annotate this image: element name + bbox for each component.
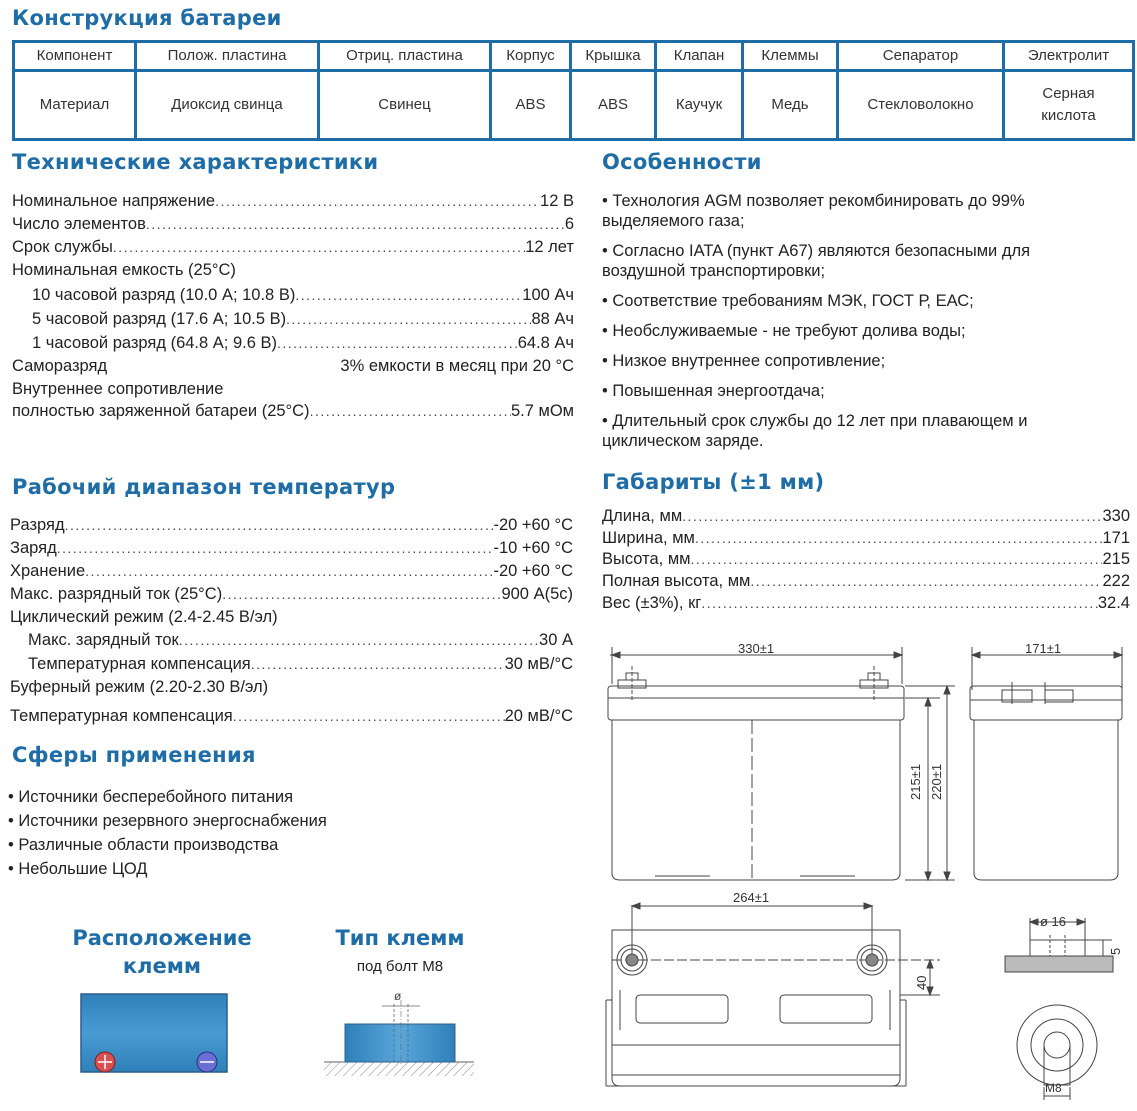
electrolyte-line-2: кислота [1041,107,1096,124]
height-dimension-label: 215±1 [908,763,923,800]
table-header: Сепаратор [838,42,1004,71]
construction-table [12,40,1135,141]
table-cell: Диоксид свинца [136,71,319,140]
dimensions-title: Габариты (±1 мм) [602,470,825,494]
table-header: Компонент [14,42,136,71]
table-header: Электролит [1004,42,1134,71]
list-item: • Небольшие ЦОД [8,860,148,878]
spec-row: Температурная компенсация ..... 30 мВ/°С [28,653,573,675]
table-cell: Каучук [656,71,743,140]
diameter-symbol: ø [394,989,402,1003]
spec-row: Макс. разрядный ток (25°С) ..... 900 А(5с) [10,583,573,605]
spec-row: Вес (±3%), кг ..... 32.4 [602,592,1130,614]
table-header: Отриц. пластина [319,42,491,71]
terminal-layout-diagram [75,990,235,1080]
table-cell: ABS [491,71,571,140]
list-item: • Различные области производства [8,836,279,854]
table-header: Корпус [491,42,571,71]
list-item: • Необслуживаемые - не требуют долива воды; [602,322,966,340]
electrolyte-line-1: Серная [1042,85,1095,102]
spec-row: Макс. зарядный ток ..... 30 А [28,629,573,651]
positive-terminal-icon [95,1052,115,1072]
spec-row: Номинальное напряжение ..... 12 В [12,190,574,212]
spec-label: Саморазряд [12,357,108,375]
battery-drawing [596,636,1136,1106]
spec-row: Буферный режим (2.20-2.30 В/эл) [10,678,269,696]
list-item: • Источники бесперебойного питания [8,788,294,806]
list-item: • Соответствие требованиям МЭК, ГОСТ Р, ЕАС; [602,292,974,310]
list-item: • Низкое внутреннее сопротивление; [602,352,886,370]
table-cell: Материал [14,71,136,140]
applications-title: Сферы применения [12,743,256,767]
spec-row: 10 часовой разряд (10.0 А; 10.8 В) ..... 100 Ач [32,284,574,306]
spec-row: Разряд ..... -20 +60 °С [10,514,573,536]
table-header: Клапан [656,42,743,71]
depth-dimension-label: 40 [914,975,929,990]
spec-row: Высота, мм ..... 215 [602,548,1130,570]
table-header: Полож. пластина [136,42,319,71]
spec-row: Температурная компенсация ..... 20 мВ/°С [10,705,573,727]
terminal-spacing-label: 264±1 [733,890,770,905]
spec-value: 3% емкости в месяц при 20 °С [340,357,574,375]
spec-row: Полная высота, мм ..... 222 [602,570,1130,592]
total-height-dimension-label: 220±1 [929,763,944,800]
width-dimension-label: 171±1 [1025,641,1062,656]
spec-row: Ширина, мм ..... 171 [602,527,1130,549]
spec-row: Хранение ..... -20 +60 °С [10,560,573,582]
spec-row: 5 часовой разряд (17.6 А; 10.5 В) ..... 88 Ач [32,308,574,330]
terminal-layout-title: Расположение клемм [72,926,252,978]
table-header: Клеммы [743,42,838,71]
spec-row: Длина, мм ..... 330 [602,505,1130,527]
table-cell [1004,71,1134,140]
list-item: • Источники резервного энергоснабжения [8,812,327,830]
terminal-height-label: 5 [1108,947,1123,955]
spec-row: Срок службы ..... 12 лет [12,236,574,258]
tech-title: Технические характеристики [12,150,379,174]
spec-row: Заряд ..... -10 +60 °С [10,537,573,559]
spec-row: Внутреннее сопротивление [12,380,224,398]
list-item: • Технология AGM позволяет рекомбинировать до 99% выделяемого газа; [602,192,1025,230]
negative-terminal-icon [197,1052,217,1072]
spec-row: полностью заряженной батареи (25°С) ..... 5.7 мОм [12,400,574,422]
length-dimension-label: 330±1 [738,641,775,656]
construction-title: Конструкция батареи [12,6,282,30]
table-cell: Стекловолокно [838,71,1004,140]
spec-row: Циклический режим (2.4-2.45 В/эл) [10,608,278,626]
spec-row: Число элементов ..... 6 [12,213,574,235]
temp-title: Рабочий диапазон температур [12,475,396,499]
table-cell: ABS [571,71,656,140]
table-cell: Свинец [319,71,491,140]
table-cell: Медь [743,71,838,140]
list-item: • Согласно IATA (пункт А67) являются безопасными для воздушной транспортировки; [602,242,1031,280]
spec-row: 1 часовой разряд (64.8 А; 9.6 В) ..... 64.8 Ач [32,332,574,354]
bolt-label: M8 [1045,1081,1062,1095]
terminal-type-diagram [320,980,480,1080]
spec-row: Номинальная емкость (25°С) [12,261,236,279]
list-item: • Повышенная энергоотдача; [602,382,825,400]
table-header: Крышка [571,42,656,71]
terminal-type-title: Тип клемм [335,926,465,950]
terminal-type-subtitle: под болт М8 [356,958,444,975]
terminal-diameter-label: ø 16 [1040,914,1067,929]
features-title: Особенности [602,150,762,174]
list-item: • Длительный срок службы до 12 лет при плавающем и циклическом заряде. [602,412,1028,450]
